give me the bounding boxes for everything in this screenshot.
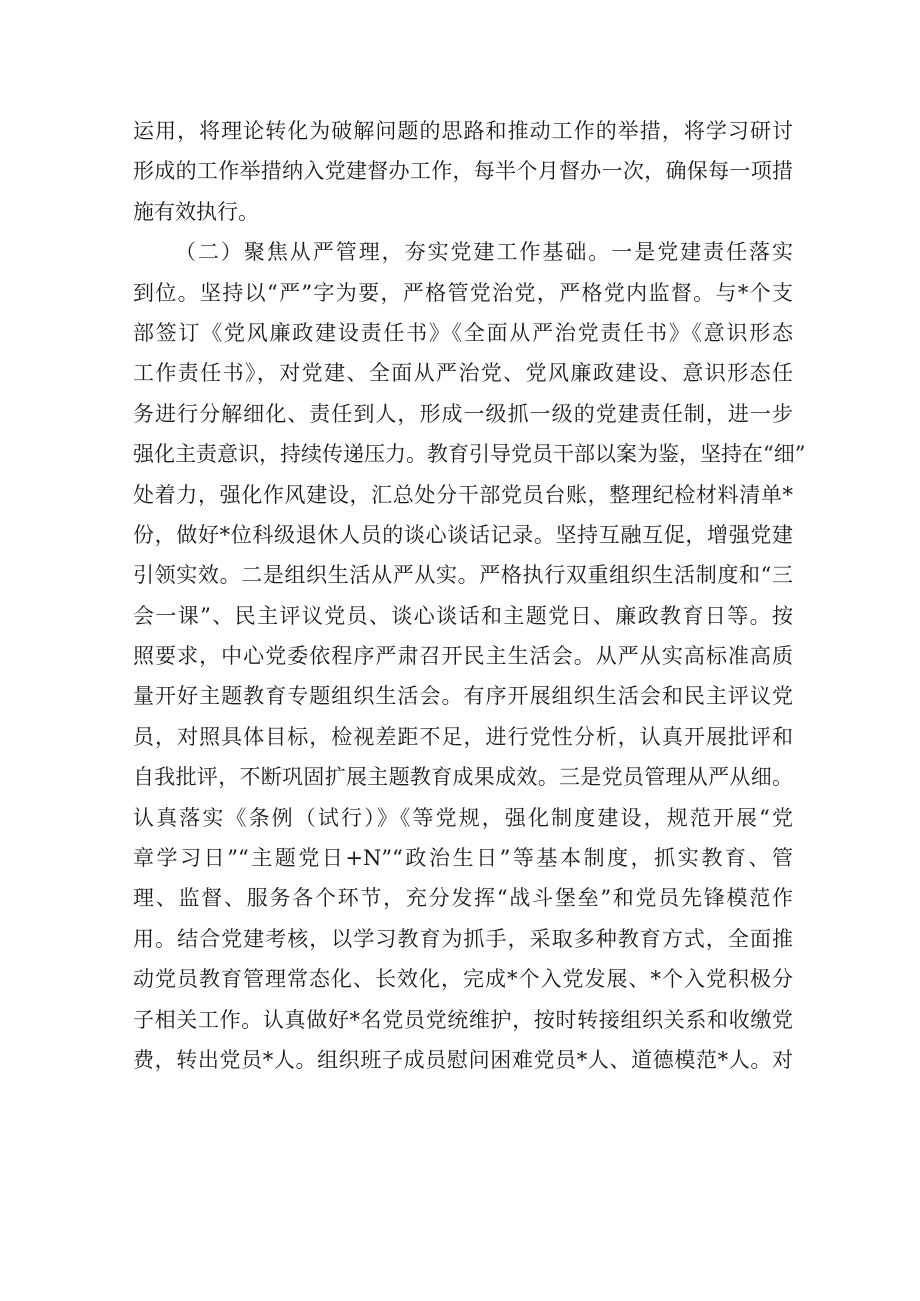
text-line: 强化主责意识，持续传递压力。教育引导党员干部以案为鉴，坚持在“细” — [133, 442, 806, 467]
section-heading-line: （二）聚焦从严管理，夯实党建工作基础。一是党建责任落实 — [175, 240, 793, 265]
text-line: 动党员教育管理常态化、长效化，完成*个入党发展、*个入党积极分 — [133, 967, 793, 992]
text-line: 理、监督、服务各个环节，充分发挥“战斗堡垒”和党员先锋模范作 — [133, 886, 793, 911]
text-line: 照要求，中心党委依程序严肃召开民主生活会。从严从实高标准高质 — [133, 644, 793, 669]
text-line: 会一课”、民主评议党员、谈心谈话和主题党日、廉政教育日等。按 — [133, 603, 793, 628]
text-line: 部签订《党风廉政建设责任书》《全面从严治党责任书》《意识形态 — [133, 320, 793, 345]
text-line: 处着力，强化作风建设，汇总处分干部党员台账，整理纪检材料清单* — [133, 482, 793, 507]
text-line: 章学习日”“主题党日+N”“政治生日”等基本制度，抓实教育、管 — [133, 846, 793, 871]
text-line: 引领实效。二是组织生活从严从实。严格执行双重组织生活制度和“三 — [133, 563, 793, 588]
text-line: 自我批评，不断巩固扩展主题教育成果成效。三是党员管理从严从细。 — [133, 765, 793, 790]
text-line: 份，做好*位科级退休人员的谈心谈话记录。坚持互融互促，增强党建 — [133, 522, 793, 547]
text-line: 认真落实《条例（试行）》《等党规，强化制度建设，规范开展“党 — [133, 805, 793, 830]
text-line: 务进行分解细化、责任到人，形成一级抓一级的党建责任制，进一步 — [133, 401, 793, 426]
text-line: 工作责任书》，对党建、全面从严治党、党风廉政建设、意识形态任 — [133, 361, 793, 386]
text-line: 运用，将理论转化为破解问题的思路和推动工作的举措，将学习研讨 — [133, 119, 793, 143]
text-line: 施有效执行。 — [133, 199, 259, 224]
text-line: 到位。坚持以“严”字为要，严格管党治党，严格党内监督。与*个支 — [133, 280, 793, 305]
text-line: 子相关工作。认真做好*名党员党统维护，按时转接组织关系和收缴党 — [133, 1007, 793, 1032]
text-line: 形成的工作举措纳入党建督办工作，每半个月督办一次，确保每一项措 — [133, 159, 793, 184]
text-line: 员，对照具体目标，检视差距不足，进行党性分析，认真开展批评和 — [133, 724, 793, 749]
text-line: 费，转出党员*人。组织班子成员慰问困难党员*人、道德模范*人。对 — [133, 1047, 793, 1072]
text-line: 用。结合党建考核，以学习教育为抓手，采取多种教育方式，全面推 — [133, 926, 793, 951]
text-line: 量开好主题教育专题组织生活会。有序开展组织生活会和民主评议党 — [133, 684, 793, 709]
document-body — [133, 111, 806, 1080]
